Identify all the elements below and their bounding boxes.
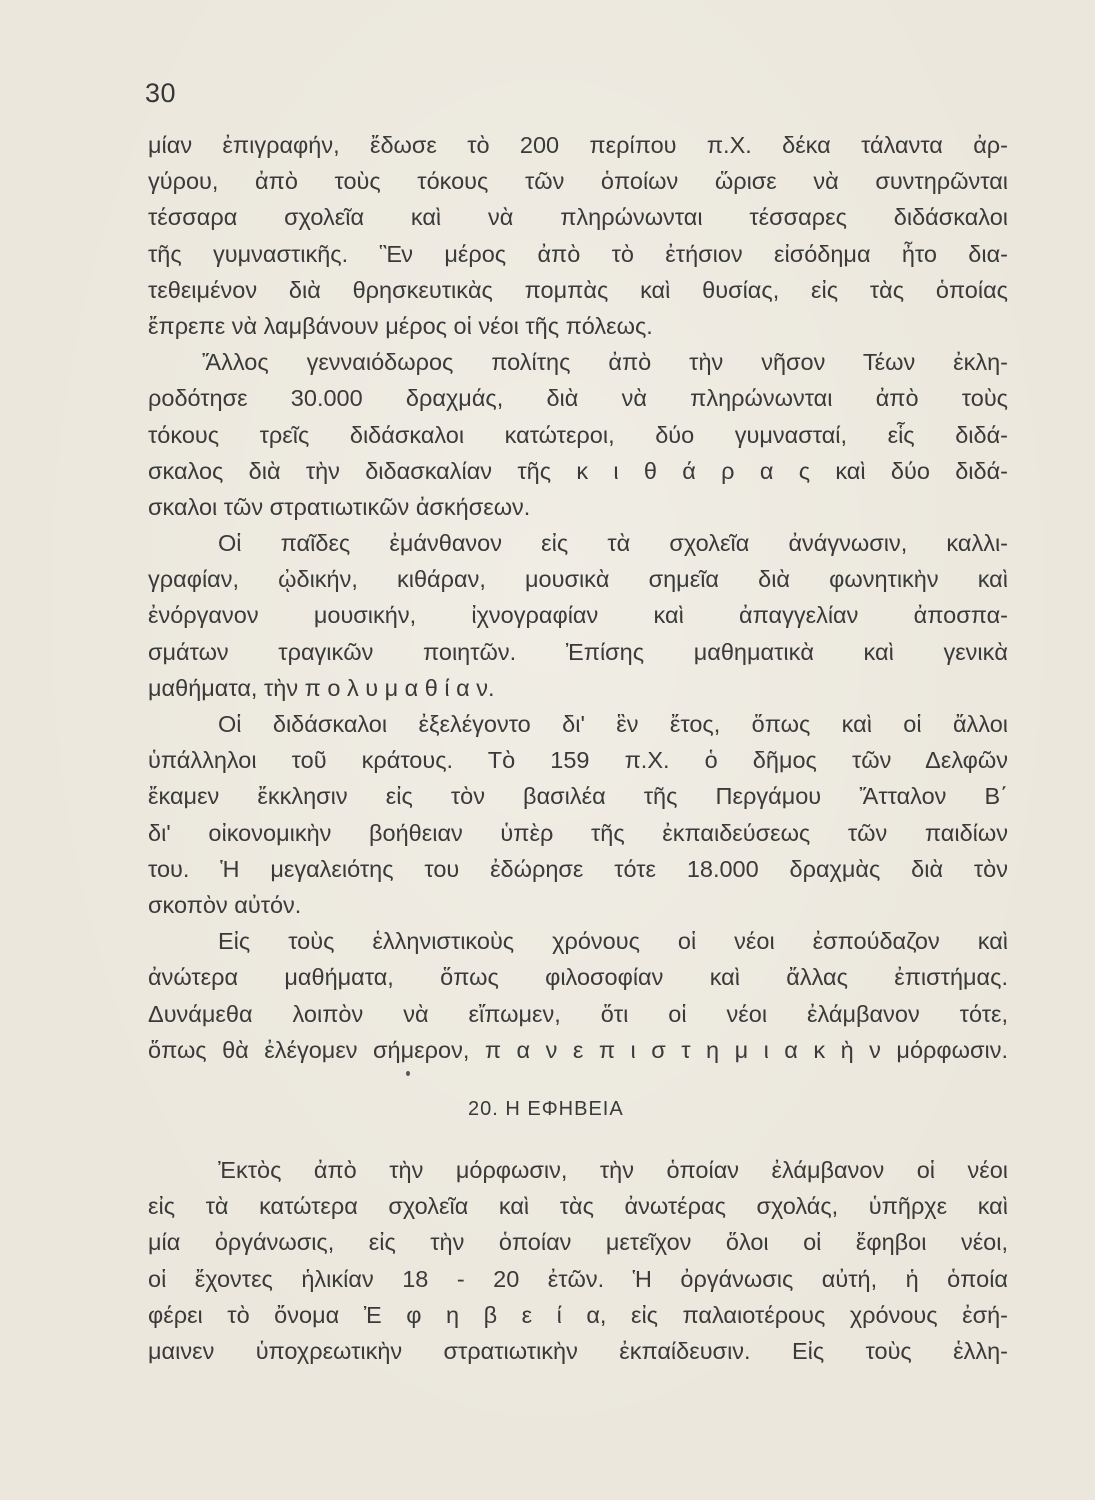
section-heading: 20. Η ΕΦΗΒΕΙΑ — [468, 1098, 624, 1120]
body-text-top — [148, 127, 1008, 1068]
text-line: μαθήματα, τὴν π ο λ υ μ α θ ί α ν. — [148, 674, 495, 701]
text-line: οἱ ἔχοντες ἡλικίαν 18 - 20 ἐτῶν. Ἡ ὀργάνωσις αὐτή, ἡ ὁποία — [148, 1265, 1008, 1292]
text-line: του. Ἡ μεγαλειότης του ἐδώρησε τότε 18.000 δραχμὰς διὰ τὸν — [148, 855, 1008, 882]
text-line: ἀνώτερα μαθήματα, ὅπως φιλοσοφίαν καὶ ἄλλας ἐπιστήμας. — [148, 964, 1008, 991]
text-line: φέρει τὸ ὄνομα Ἐ φ η β ε ί α, εἰς παλαιοτέρους χρόνους ἐσή- — [148, 1301, 1008, 1328]
ink-dot — [406, 1071, 410, 1076]
text-line: γύρου, ἀπὸ τοὺς τόκους τῶν ὁποίων ὥρισε νὰ συντηρῶνται — [148, 168, 1008, 195]
text-line: τόκους τρεῖς διδάσκαλοι κατώτεροι, δύο γυμνασταί, εἷς διδά- — [148, 421, 1008, 448]
text-line: μίαν ἐπιγραφήν, ἔδωσε τὸ 200 περίπου π.Χ. δέκα τάλαντα ἀρ- — [148, 132, 1008, 158]
text-line: τῆς γυμναστικῆς. Ἓν μέρος ἀπὸ τὸ ἐτήσιον εἰσόδημα ἦτο δια- — [148, 240, 1008, 267]
text-line: ἐνόργανον μουσικήν, ἰχνογραφίαν καὶ ἀπαγγελίαν ἀποσπα- — [148, 602, 1008, 629]
text-line: ὑπάλληλοι τοῦ κράτους. Τὸ 159 π.Χ. ὁ δῆμος τῶν Δελφῶν — [148, 747, 1008, 774]
text-line: ἔκαμεν ἔκκλησιν εἰς τὸν βασιλέα τῆς Περγάμου Ἄτταλον Β΄ — [148, 783, 1008, 810]
text-line: Οἱ διδάσκαλοι ἐξελέγοντο δι' ἓν ἔτος, ὅπως καὶ οἱ ἄλλοι — [218, 711, 1008, 737]
page-number: 30 — [145, 78, 177, 108]
text-line: Εἰς τοὺς ἑλληνιστικοὺς χρόνους οἱ νέοι ἐσπούδαζον καὶ — [218, 928, 1008, 955]
text-line: μαινεν ὑποχρεωτικὴν στρατιωτικὴν ἐκπαίδευσιν. Εἰς τοὺς ἑλλη- — [148, 1337, 1008, 1364]
body-text-bottom — [148, 1152, 1008, 1369]
text-line: γραφίαν, ᾠδικήν, κιθάραν, μουσικὰ σημεῖα διὰ φωνητικὴν καὶ — [148, 566, 1008, 593]
text-line: Οἱ παῖδες ἐμάνθανον εἰς τὰ σχολεῖα ἀνάγνωσιν, καλλι- — [218, 530, 1008, 557]
text-line: δι' οἰκονομικὴν βοήθειαν ὑπὲρ τῆς ἐκπαιδεύσεως τῶν παιδίων — [148, 819, 1008, 846]
text-line: ὅπως θὰ ἐλέγομεν σήμερον, π α ν ε π ι σ τ η μ ι α κ ὴ ν μόρφωσιν. — [148, 1036, 1008, 1063]
text-line: εἰς τὰ κατώτερα σχολεῖα καὶ τὰς ἀνωτέρας σχολάς, ὑπῆρχε καὶ — [148, 1193, 1008, 1220]
text-line: σμάτων τραγικῶν ποιητῶν. Ἐπίσης μαθηματικὰ καὶ γενικὰ — [148, 638, 1008, 665]
text-line: σκαλος διὰ τὴν διδασκαλίαν τῆς κ ι θ ά ρ α ς καὶ δύο διδά- — [148, 457, 1008, 484]
text-line: μία ὀργάνωσις, εἰς τὴν ὁποίαν μετεῖχον ὅλοι οἱ ἔφηβοι νέοι, — [148, 1229, 1008, 1256]
text-line: Ἄλλος γενναιόδωρος πολίτης ἀπὸ τὴν νῆσον Τέων ἐκλη- — [202, 349, 1008, 376]
text-line: ροδότησε 30.000 δραχμάς, διὰ νὰ πληρώνωνται ἀπὸ τοὺς — [148, 385, 1008, 412]
text-line: ἔπρεπε νὰ λαμβάνουν μέρος οἱ νέοι τῆς πόλεως. — [148, 312, 653, 339]
text-line: σκαλοι τῶν στρατιωτικῶν ἀσκήσεων. — [148, 493, 531, 520]
text-line: σκοπὸν αὐτόν. — [148, 891, 302, 918]
text-line: Ἐκτὸς ἀπὸ τὴν μόρφωσιν, τὴν ὁποίαν ἐλάμβανον οἱ νέοι — [218, 1157, 1008, 1183]
text-line: τεθειμένον διὰ θρησκευτικὰς πομπὰς καὶ θυσίας, εἰς τὰς ὁποίας — [148, 276, 1008, 303]
text-line: τέσσαρα σχολεῖα καὶ νὰ πληρώνωνται τέσσαρες διδάσκαλοι — [148, 204, 1008, 231]
text-line: Δυνάμεθα λοιπὸν νὰ εἴπωμεν, ὅτι οἱ νέοι ἐλάμβανον τότε, — [148, 1000, 1008, 1027]
